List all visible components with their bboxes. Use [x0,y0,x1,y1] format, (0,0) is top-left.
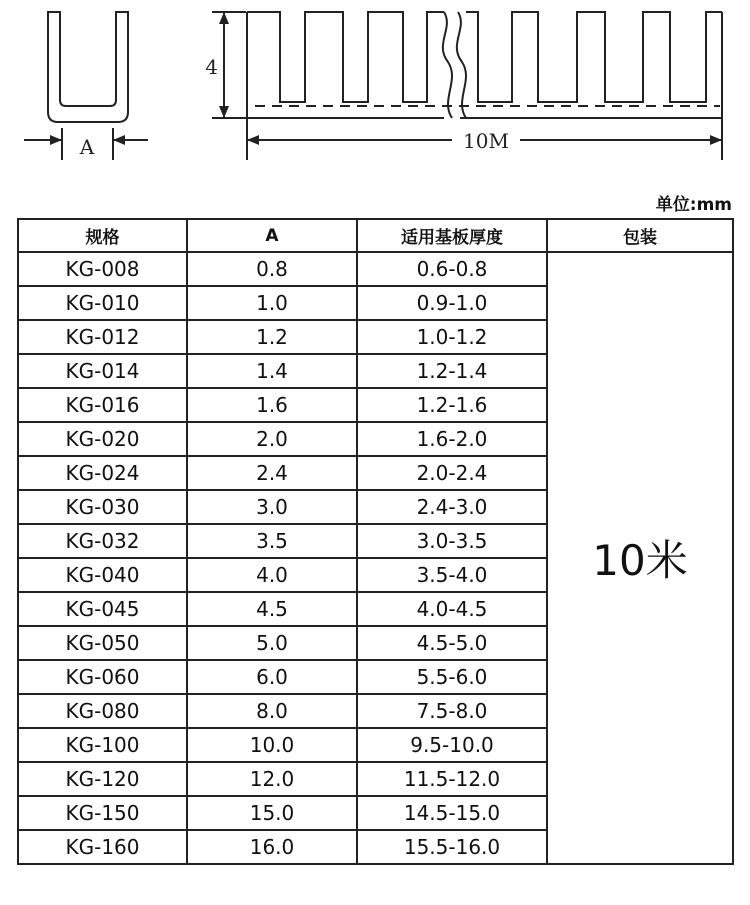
a-dim-label: A [79,135,95,159]
spec-cell: KG-024 [18,456,187,490]
spec-cell: KG-012 [18,320,187,354]
spec-cell: KG-020 [18,422,187,456]
spec-cell: KG-080 [18,694,187,728]
a-value-cell: 2.0 [187,422,357,456]
a-value-cell: 8.0 [187,694,357,728]
a-value-cell: 0.8 [187,252,357,286]
packaging-cell: 10米 [547,252,733,864]
a-value-cell: 3.5 [187,524,357,558]
header-spec: 规格 [18,219,187,252]
a-value-cell: 6.0 [187,660,357,694]
thickness-cell: 1.0-1.2 [357,320,547,354]
a-value-cell: 2.4 [187,456,357,490]
length-dim-label: 10M [463,129,509,153]
spec-cell: KG-014 [18,354,187,388]
a-value-cell: 15.0 [187,796,357,830]
spec-cell: KG-010 [18,286,187,320]
thickness-cell: 1.2-1.6 [357,388,547,422]
length-arrow-left [247,135,259,145]
header-packaging: 包装 [547,219,733,252]
spec-cell: KG-045 [18,592,187,626]
header-a: A [187,219,357,252]
thickness-cell: 14.5-15.0 [357,796,547,830]
a-value-cell: 5.0 [187,626,357,660]
thickness-cell: 1.2-1.4 [357,354,547,388]
spec-cell: KG-150 [18,796,187,830]
thickness-cell: 2.4-3.0 [357,490,547,524]
a-value-cell: 4.5 [187,592,357,626]
break-line-2 [457,12,466,118]
spec-cell: KG-030 [18,490,187,524]
thickness-cell: 0.6-0.8 [357,252,547,286]
strip-outline-right [460,12,722,118]
height-dim-label: 4 [205,55,218,79]
thickness-cell: 1.6-2.0 [357,422,547,456]
a-arrow-right [113,135,125,145]
spec-cell: KG-032 [18,524,187,558]
header-thickness: 适用基板厚度 [357,219,547,252]
spec-cell: KG-120 [18,762,187,796]
thickness-cell: 3.5-4.0 [357,558,547,592]
thickness-cell: 9.5-10.0 [357,728,547,762]
table-body [18,252,733,864]
a-value-cell: 10.0 [187,728,357,762]
thickness-cell: 4.5-5.0 [357,626,547,660]
a-value-cell: 1.2 [187,320,357,354]
thickness-cell: 15.5-16.0 [357,830,547,864]
a-arrow-left [50,135,62,145]
table-header-row [18,219,733,252]
table-row [18,252,733,286]
spec-cell: KG-040 [18,558,187,592]
spec-table [17,218,734,865]
length-arrow-right [710,135,722,145]
technical-drawing [0,0,750,200]
spec-cell: KG-160 [18,830,187,864]
thickness-cell: 11.5-12.0 [357,762,547,796]
break-line-1 [443,12,452,118]
u-profile-outline [48,12,128,122]
thickness-cell: 4.0-4.5 [357,592,547,626]
a-value-cell: 3.0 [187,490,357,524]
height-arrow-top [219,12,229,24]
strip-outline-left [247,12,444,118]
spec-cell: KG-060 [18,660,187,694]
a-value-cell: 4.0 [187,558,357,592]
height-arrow-bottom [219,106,229,118]
thickness-cell: 5.5-6.0 [357,660,547,694]
spec-cell: KG-100 [18,728,187,762]
unit-label: 单位:mm [655,195,732,215]
a-value-cell: 1.0 [187,286,357,320]
spec-cell: KG-016 [18,388,187,422]
spec-cell: KG-050 [18,626,187,660]
thickness-cell: 0.9-1.0 [357,286,547,320]
a-value-cell: 1.4 [187,354,357,388]
thickness-cell: 3.0-3.5 [357,524,547,558]
thickness-cell: 2.0-2.4 [357,456,547,490]
a-value-cell: 1.6 [187,388,357,422]
thickness-cell: 7.5-8.0 [357,694,547,728]
a-value-cell: 16.0 [187,830,357,864]
spec-cell: KG-008 [18,252,187,286]
a-value-cell: 12.0 [187,762,357,796]
